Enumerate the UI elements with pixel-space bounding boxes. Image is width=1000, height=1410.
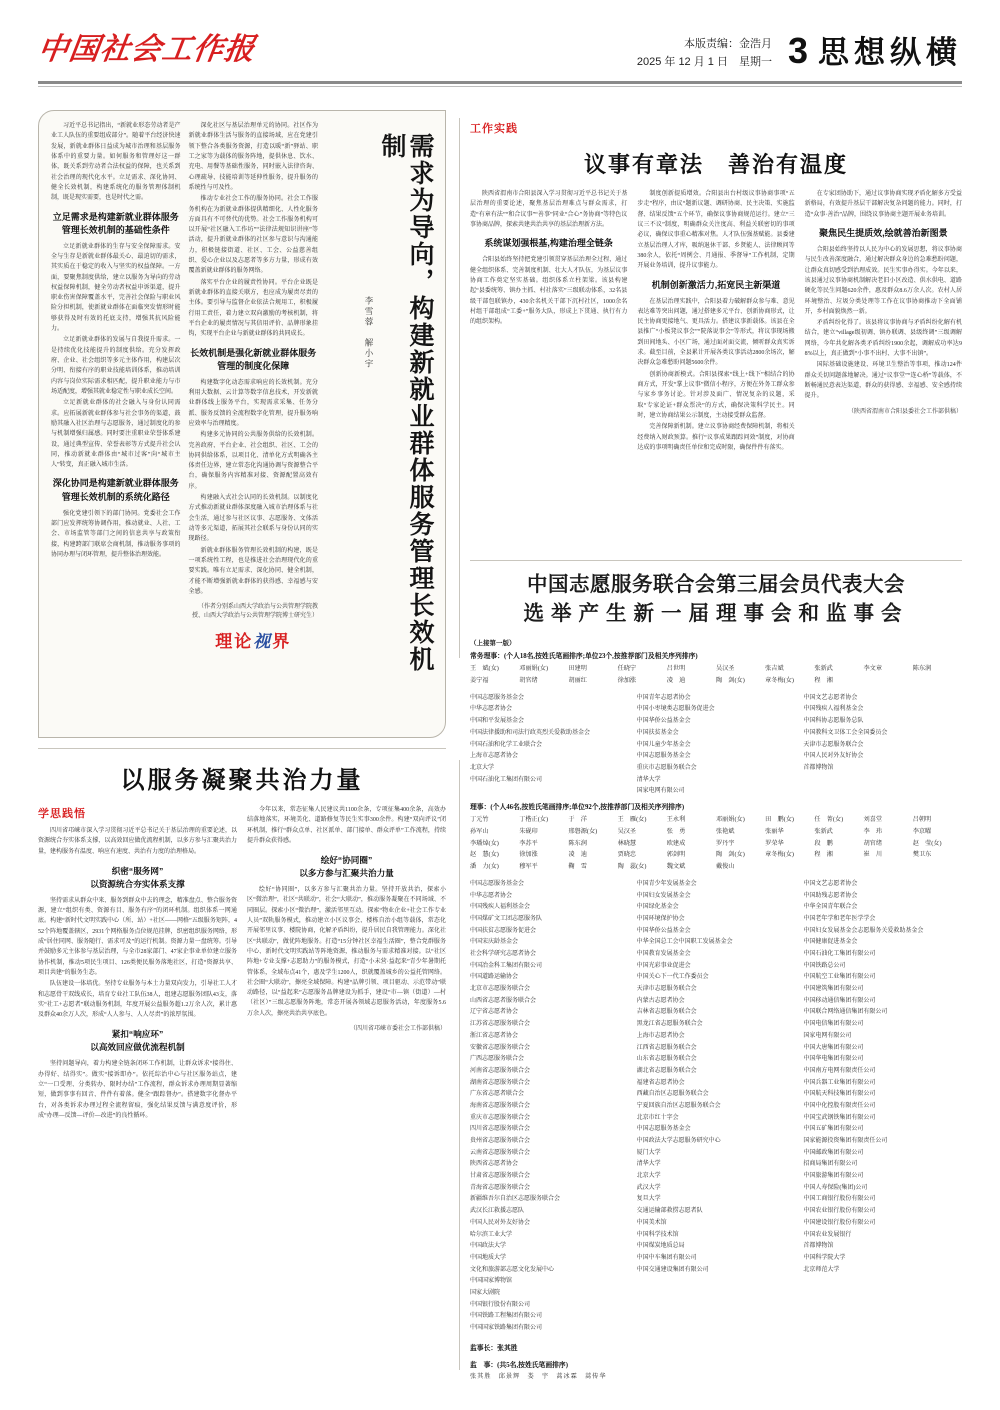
right-top-body-2: 制度创新提质增效。合阳县出台村级议事协商事项“五步走”程序，由议“题新议题、调研协商、民主决策、实施监督、结果反馈”五个环节，确保议事协商规范运行。建立“三议三不议”制度，明确群众关注度高、利益关联密切的事项必议，确保议事重心精准对焦。人才队伍强基赋能。县委建立基层治理人才库，吸纳退休干部、乡贤能人、法律顾问等380余人，依托“周例会、月通报、季督导”工作机制，定期开展业务培训，提升议事能力。: [637, 191, 795, 270]
roster-org: 浙江省志愿者协会: [470, 1032, 519, 1039]
roster-org: 武汉长江救援志愿队: [470, 1208, 525, 1215]
roster-name: 孙军山: [470, 827, 489, 835]
roster-org: 中国人民对外友好协会: [470, 1219, 531, 1226]
standing-org-columns: [470, 693, 962, 798]
continued-from: （上接第一版）: [470, 640, 516, 648]
roster-org: 中国联合网络通信集团有限公司: [803, 1009, 888, 1016]
standing-org-col-2: [637, 693, 796, 798]
roster-org: 中国环境保护协会: [636, 915, 685, 922]
roster-org: 内蒙古志愿者协会: [636, 997, 685, 1004]
roster-org: 陕西省志愿者协会: [470, 1161, 519, 1168]
theory-badge-part3: 界: [272, 632, 292, 652]
left-top-body-4: 构建数字化动态需求响应的长效机制。充分利用大数据、云计算等数字信息技术，开发新就业群体线上服务平台，实现需求采集、任务分派、服务反馈的全流程数字化管理，提升服务响应效率与治理精度。 构建多元协同的公共服务供给的长效机制。完善政府、平台企业、社会组织、社区、工会的协同供给体系，以项目化、清单化方式明确各主体责任边界，建立常态化沟通协调与资源整合平台，确保服务内容精准对接、资源配置高效有序。 构建融入式社会认同的长效机制。以制度化方式推动新就业群体深度融入城市治理体系与社会生活，通过参与社区议事、志愿服务、文体活动等多元渠道，拓展其社会联系与身份认同的实现路径。 新就业群体服务管理长效机制的构建，既是一项系统性工程，也是推进社会治理现代化的重要实践。唯有立足需求、深化协同、健全机制，才能不断增强新就业群体的获得感、幸福感与安全感。: [188, 379, 318, 595]
roster-org: 中国国家博物馆: [470, 1278, 513, 1285]
left-mid-credit: （四川省邛崃市委社会工作部供稿）: [349, 1026, 446, 1033]
roster-org: 中国道路运输协会: [470, 974, 519, 981]
roster-org: 国家电网有限公司: [636, 788, 685, 795]
left-mid-subhead-3: [247, 854, 446, 880]
left-mid-subhead-2-line1: 紧扣“响应环”: [111, 1029, 164, 1040]
roster-org: 国家能源投资集团有限责任公司: [803, 1138, 888, 1144]
roster-org: 中国银行股份有限公司: [470, 1301, 531, 1308]
roster-org: 中国煤炭地质总局: [636, 1243, 685, 1250]
roster-name: 吴汉圣: [715, 665, 735, 673]
roster-org: 中国冶金科工集团有限公司: [470, 962, 543, 969]
roster-org: 北京市志愿服务联合会: [470, 986, 531, 993]
roster-org: 中国宝武钢铁集团有限公司: [803, 1114, 876, 1121]
roster-org: 中国铁路工程集团有限公司: [470, 1313, 543, 1320]
roster-org: 中国美术馆: [636, 1219, 667, 1226]
roster-org: 重庆市志愿服务联合会: [470, 1114, 531, 1121]
roster-org: 中国志愿服务基金会: [636, 1126, 691, 1133]
roster-org: 中国光彩事业促进会: [636, 962, 691, 969]
roster-org: 中国科协志愿服务总队: [803, 718, 864, 725]
right-bottom-headline-line1: 中国志愿服务联合会第三届会员代表大会: [527, 573, 905, 596]
roster-name: 郭剑明: [666, 851, 686, 859]
left-mid-col-1: [38, 805, 237, 1122]
article-left-mid: [38, 760, 446, 1370]
roster-name: 戴俊山: [715, 863, 735, 871]
roster-org: 吉林省志愿服务联合会: [636, 1009, 697, 1016]
right-top-col-2: [637, 189, 794, 454]
left-top-body-1: 立足新就业群体的生存与安全保障需求。安全与生存是新就业群体最关心、最迫切的需求，其实质在于稳定的收入与坚实的权益保障。一方面，要聚焦制度供给，建立以服务为导向的劳动权益保障机制，健全劳动者权益申诉渠道，提升职业伤害保障覆盖水平，完善社会保险与职业风险分担机制，使新就业群体在面临突发情形时能够获得及时有效的托底支持，增强其抗风险能力。 立足新就业群体的发展与自我提升需求。一是持续优化技能提升的制度供给。充分发挥政府、企业、社会组织等多元主体作用，构建层次分明、衔接有序的职业技能培训体系，推动培训内容与岗位实际需求相匹配，提升职业能力与市场适配度，增强其就业稳定性与职业成长空间。 立足新就业群体的社会融入与身份认同需求。应拓展新就业群体参与社会事务的渠道，鼓励其融入社区治理与志愿服务，通过制度化的参与机制增强归属感。同时要注重职业荣誉体系建设，通过典型宣传、荣誉表彰等方式提升社会认同，推动新就业群体由“城市过客”向“城市主人”转变，真正融入城市生活。: [51, 243, 181, 469]
masthead-rule-thin: [38, 86, 962, 87]
theory-badge: [189, 627, 319, 652]
roster-org: 中国南方电网有限责任公司: [803, 1067, 876, 1074]
roster-org: 中国石油和化学工业联合会: [470, 741, 543, 748]
page-number: 3: [787, 30, 808, 71]
right-top-col-3: [805, 189, 962, 454]
roster-org: 中国煤矿文工团志愿服务队: [470, 915, 543, 922]
roster-org: 中国交通建设集团有限公司: [636, 1266, 709, 1273]
roster-name: 林晓慧: [617, 839, 637, 847]
roster-org: 中国扶贫志愿服务促进会: [470, 927, 537, 934]
roster-org: 河南省志愿服务联合会: [470, 1067, 531, 1074]
roster-org: 黑龙江省志愿服务联合会: [636, 1021, 703, 1028]
left-mid-subhead-3-line2: 以多方参与汇聚共治力量: [299, 868, 394, 879]
roster-org: 中国工商银行股份有限公司: [803, 1196, 876, 1203]
roster-org: 中国人民对外友好协会: [803, 753, 864, 760]
roster-org: 新疆维吾尔自治区志愿服务联合会: [470, 1196, 561, 1203]
roster-name: 李京曜: [912, 827, 932, 835]
roster-org: 中国小枣境类志愿服务促进会: [636, 706, 715, 713]
roster-org: 中国石油化工集团有限公司: [470, 776, 543, 783]
divider-vertical-main: [459, 118, 460, 658]
roster-org: 首都博物馆: [803, 1243, 834, 1250]
roster-name: 张艳斌: [715, 827, 735, 835]
roster-org: 国家电网有限公司: [803, 1032, 852, 1039]
roster-org: 中国科学院大学: [803, 1254, 846, 1261]
roster-name: 凌 迪: [666, 677, 686, 684]
article-left-top: [38, 110, 446, 738]
council-org-col-3: [803, 879, 962, 1335]
roster-name: 张吉斌: [765, 665, 784, 673]
theory-badge-part2: 视: [253, 632, 273, 652]
left-mid-headline: 以服务凝聚共治力量: [120, 768, 364, 794]
roster-org: 中国教育发展基金会: [636, 951, 691, 957]
left-top-title: 需求为导向，构建新就业群体服务管理长效机制: [378, 133, 433, 673]
newspaper-title: 中国社会工作报: [35, 33, 258, 66]
roster-org: 哈尔滨工业大学: [470, 1231, 513, 1238]
left-mid-subhead-1-line2: 以资源统合夯实体系支撑: [90, 878, 185, 889]
right-top-subhead-1: 系统谋划强根基,构建治理全链条: [484, 238, 613, 249]
roster-name: 胡丽红: [568, 677, 587, 684]
roster-org: 中国助残志愿者协会: [803, 892, 858, 899]
masthead-meta: [637, 35, 772, 72]
roster-name: 吴汉圣: [617, 827, 637, 835]
roster-org: 中国移动通信集团有限公司: [803, 997, 876, 1004]
standing-council-label: 常务理事：(个人18名,按姓氏笔画排序;单位23个,按推荐部门及相关序列排序): [470, 653, 698, 661]
roster-org: 贵州省志愿服务联合会: [470, 1138, 531, 1144]
roster-org: 中国残疾人福利基金会: [803, 706, 864, 713]
left-top-subhead-2: 深化协同是构建新就业群体服务管理长效机制的系统化路径: [52, 478, 179, 502]
roster-name: 姜宁福: [470, 677, 489, 684]
roster-org: 中国华侨公益基金会: [636, 927, 691, 934]
roster-name: 赵 莹(女): [912, 839, 942, 847]
roster-org: 中国航天科技集团有限公司: [803, 1091, 876, 1098]
roster-org: 中华志愿者协会: [470, 706, 513, 713]
roster-name: 樊卫东: [912, 851, 932, 859]
roster-org: 中国邮政集团有限公司: [803, 1149, 864, 1156]
roster-org: 首都博物馆: [803, 764, 834, 771]
roster-name: 胡官绪: [519, 677, 538, 684]
roster-org: 国家大剧院: [470, 1289, 501, 1296]
right-bottom-headline-line2: 选举产生新一届理事会和监事会: [523, 602, 909, 626]
roster-name: 陶 蕊(女): [617, 863, 647, 871]
council-org-col-1: [470, 879, 629, 1335]
roster-org: 中国建筑集团有限公司: [803, 986, 864, 993]
roster-name: 丁楷正(女): [519, 815, 549, 823]
roster-org: 中国政法大学: [470, 1243, 507, 1250]
roster-org: 中国和平发展基金会: [470, 718, 525, 725]
roster-name: 段 鹏: [814, 839, 833, 847]
roster-name: 王永利: [666, 815, 686, 823]
roster-org: 中国妇女发展基金会: [636, 892, 691, 899]
left-top-columns: [51, 121, 318, 729]
roster-org: 清华大学: [636, 1161, 661, 1168]
council-org-columns: [470, 879, 962, 1335]
roster-org: 厦门大学: [636, 1149, 661, 1156]
roster-org: 天津市志愿服务联合会: [803, 741, 864, 748]
roster-name: 丁元竹: [470, 815, 489, 823]
roster-block: [470, 638, 962, 1379]
roster-org: 清华大学: [636, 776, 661, 783]
roster-org: 云南省志愿服务联合会: [470, 1149, 531, 1156]
roster-name: 胡官绪: [863, 839, 883, 847]
council-label: 理事：(个人46名,按姓氏笔画排序;单位92个,按推荐部门及相关序列排序): [470, 803, 685, 811]
roster-org: 广西志愿服务联合会: [470, 1056, 525, 1063]
roster-org: 中国科学技术馆: [636, 1231, 679, 1238]
roster-org: 中国华电集团有限公司: [803, 1056, 864, 1063]
left-mid-subhead-2-line2: 以高效回应做优流程机制: [90, 1042, 185, 1053]
roster-org: 中国国家铁路集团有限公司: [470, 1325, 543, 1331]
roster-org: 中国人寿保险(集团)公司: [803, 1184, 868, 1191]
roster-name: 田 鹏(女): [765, 815, 794, 823]
left-mid-subhead-1: [38, 865, 237, 891]
roster-org: 中国政法大学志愿服务研究中心: [636, 1138, 721, 1144]
roster-org: 山东省志愿服务联合会: [636, 1056, 697, 1063]
left-mid-body-4: 绘好“协同圈”，以多方参与汇聚共治力量。坚持开放共治，探索小区“微治理”，社区“共联动”，社会“大联动”，推动服务凝聚在不同场域、不同圈层。探索小区“微治理”，激活邻里互动。探索“物业企业+社会工作专业人员”双轨服务模式，推动建立小区议事会、楼栋自治小组等载体，常态化开展邻里议事、楼院协商，化解矛盾纠纷，提升居民自我管理能力。深化社区“共联动”，做优阵地服务。打造“15分钟社区幸福生活圈”，整合党群服务中心、新时代文明实践站等阵地资源，推动服务与需求精准对接。以“社区阵地+专业支撑+志愿助力”的服务模式，打造“小未营·益起来”青少年暑期托管体系，全域布点41个，惠及学生1200人，织就覆盖城乡的公益托管网络。社会圈“大联动”，擦亮全域保障。构建“品牌引领、项目驱动、示范带动”联动路径，以“益起来”志愿服务品牌建设为抓手，建设“市—镇（街道）—村（社区）”三级志愿服务阵地，常态开展各领域志愿服务活动，年度服务5.6万余人次，擦亮共治共享底色。: [247, 887, 446, 1017]
roster-org: 中国地质大学: [470, 1254, 507, 1261]
left-top-subhead-3: 长效机制是强化新就业群体服务管理的制度化保障: [190, 347, 317, 371]
section-block: [788, 27, 962, 72]
roster-name: 张 勇: [666, 827, 686, 835]
roster-name: 程 湘: [814, 851, 833, 859]
left-mid-subhead-2: [38, 1028, 237, 1054]
right-top-lead: 陕西省渭南市合阳县深入学习贯彻习近平总书记关于基层治理的重要论述，聚焦基层治理难点与群众需求，打造“有章有法”“和合议事”“善事”同业“合心”务协商”等特色议事协商品牌，探索共建共治共享的基层治理新方法。: [470, 191, 628, 228]
roster-org: 中国建设银行股份有限公司: [803, 1219, 876, 1226]
left-mid-col-2: [247, 805, 446, 1122]
roster-org: 山西省志愿者服务联合会: [470, 997, 537, 1004]
divider-left-mid: [38, 748, 446, 749]
roster-org: 北京大学: [470, 764, 495, 771]
roster-name: 张新武: [814, 827, 833, 835]
left-mid-columns: [38, 805, 446, 1122]
roster-org: 社会科学研究志愿者协会: [470, 951, 537, 957]
roster-name: 王 斌(女): [470, 665, 499, 673]
roster-name: 邢磐源(女): [568, 827, 598, 835]
left-mid-body-1: 坚持需求从群众中来、服务到群众中去的理念，精准盘点、整合服务资源，建立“组织有类、资源有目、服务有序”的闭环机制。组织体系一网通底。构建“新时代文明实践中心（所、站）+社区——网格”五级服务矩阵，452个阵地覆盖辖区，2931个网格服务点位规范挂牌，织密组织服务网络，形成“居住同网、服务随行、需求可及”的运行机制。资源力量一盘统筹。引导并鼓励多元主体参与基层治理，与全市28家部门、47家企事业单位建立服务协作机制，推动5项民生项目、126类便民服务落地社区，打造“资源共享、项目共建”的服务生态。 队伍建设一体培优。坚持专业服务与本土力量双向发力，引导社工人才和志愿骨干双线成长，培育专业社工队伍38人，组建志愿服务团队43支，落实“社工+志愿者”联动服务机制，年度开展公益服务超1.2万余人次，累计惠及群众40余万人次，形成“人人参与、人人尽责”的浓厚氛围。: [38, 897, 237, 1019]
roster-org: 中国农业发展银行: [803, 1231, 852, 1238]
roster-name: 陶 剑(女): [715, 851, 745, 859]
roster-name: 吕世明: [666, 665, 686, 673]
left-mid-body-2: 坚持问题导向，着力构建全链条闭环工作机制，让群众诉求“接得住、办得好、结得实”。做实“接诉即办”。依托综治中心与社区服务站点，建立“一口受理、分类转办、限时办结”工作流程，群众诉求办理周期显著缩短，做到事事有回音、件件有着落。健全“跟踪督办”。搭建数字化督办平台，对各类诉求办理过程全流程留痕，强化结果反馈与满意度评价，形成“办理—反馈—评价—改进”的良性循环。: [38, 1061, 237, 1119]
roster-name: 于 洋: [568, 815, 587, 823]
right-top-body-4: 在专家团协助下，通过议事协商实现矛盾化解多方受益新格局，有效提升基层干部解决复杂问题的能力。同时，打造“众事·善治”品牌，围绕议事协商主题开展业务培训。: [804, 191, 962, 218]
article-right-bottom: [470, 570, 962, 1380]
roster-org: 中国大唐集团有限公司: [803, 1044, 864, 1051]
roster-name: 罗荣华: [765, 839, 784, 847]
roster-org: 上海市志愿者协会: [470, 753, 519, 760]
roster-org: 复旦大学: [636, 1196, 661, 1203]
left-mid-body-3: 今年以来，常态征集人民建议共1100余条，专项征集400余条，高效办结落地落实，环境美化、道路修复等民生实事300余件。构建“双向评议”闭环机制，推行“群众点单、社区派单、部门接单、群众评单”工作流程，持续提升群众获得感。: [247, 807, 446, 844]
roster-org: 四川省志愿服务联合会: [470, 1126, 531, 1133]
roster-org: 交通运输部救捞志愿者队: [636, 1208, 703, 1215]
roster-org: 天津市志愿服务联合会: [636, 986, 697, 993]
roster-org: 中国残疾人福利基金会: [470, 904, 531, 911]
roster-org: 中国文艺志愿者协会: [803, 694, 858, 701]
left-top-byline: （作者分别系山西大学政治与公共管理学院教授、山西大学政治与公共管理学院博士研究生）: [191, 604, 318, 620]
roster-name: 邓丽娟(女): [715, 815, 745, 823]
roster-org: 中国志愿服务基金会: [470, 694, 525, 701]
roster-name: 章冬梅(女): [765, 851, 794, 859]
roster-org: 海南省志愿服务联合会: [470, 1102, 531, 1109]
divider-right-mid: [470, 560, 962, 561]
roster-org: 招商局集团有限公司: [803, 1161, 858, 1168]
left-mid-lead: 四川省邛崃市深入学习贯彻习近平总书记关于基层治理的重要论述，以资源统合夯实体系支撑，以高效回应做优流程机制，以多方参与汇聚共治力量，建构服务有温度、响应有速度、共治有力度的治理格局。: [38, 828, 237, 855]
editor-line: 本版责编：金浩月: [683, 37, 772, 50]
roster-name: 章冬梅(女): [765, 677, 794, 684]
standing-council-names: [470, 663, 962, 687]
roster-org: 湖南省志愿服务联合会: [470, 1079, 531, 1086]
roster-org: 中国华侨公益基金会: [636, 718, 691, 725]
right-top-subhead-2: 机制创新激活力,拓宽民主新渠道: [651, 279, 781, 290]
roster-org: 文化和旅游部志愿文化发展中心: [470, 1266, 555, 1273]
roster-org: 中国电信集团有限公司: [803, 1021, 864, 1028]
roster-name: 任晓宁: [617, 665, 637, 673]
roster-org: 中国志愿服务基金会: [636, 753, 691, 760]
roster-org: 中华全国青年联合会: [803, 904, 858, 911]
roster-name: 陈东润: [912, 665, 932, 673]
roster-name: 陈东润: [568, 839, 587, 847]
supervisor-label: 监 事：(共5名,按姓氏笔画排序): [470, 1361, 568, 1369]
right-top-columns: [470, 189, 962, 454]
roster-name: 任 菁(女): [814, 815, 844, 823]
roster-org: 中国中车集团有限公司: [636, 1254, 697, 1261]
roster-org: 中国兵器工业集团有限公司: [803, 1079, 876, 1086]
roster-org: 中国绿化基金会: [636, 904, 679, 911]
roster-org: 北京大学: [636, 1173, 661, 1180]
roster-name: 刘喜堂: [863, 815, 883, 823]
roster-org: 中国航空工业集团有限公司: [803, 974, 876, 981]
roster-org: 辽宁省志愿者协会: [470, 1009, 519, 1016]
right-top-credit: （陕西省渭南市合阳县委社会工作部供稿）: [847, 408, 962, 415]
roster-name: 穆军平: [519, 863, 538, 871]
left-top-subhead-1: 立足需求是构建新就业群体服务管理长效机制的基础性条件: [52, 211, 179, 235]
roster-org: 中国儿童少年基金会: [636, 741, 691, 748]
roster-name: 张丽华: [765, 827, 784, 835]
section-name: 思想纵横: [818, 35, 962, 70]
roster-name: 邓丽娟(女): [519, 665, 549, 673]
roster-org: 中国扶贫基金会: [636, 729, 679, 736]
roster-org: 福建省志愿者协会: [636, 1079, 685, 1086]
roster-org: 中国石油化工集团有限公司: [803, 951, 876, 957]
roster-org: 中国铁路总公司: [803, 962, 846, 969]
roster-name: 王 雁(女): [617, 815, 647, 823]
roster-name: 李苏平: [519, 839, 538, 847]
roster-name: 潘 力(女): [470, 863, 499, 871]
standing-org-col-3: [803, 693, 962, 798]
roster-name: 凌 迪: [568, 851, 587, 859]
roster-org: 青海省志愿服务联合会: [470, 1184, 531, 1191]
roster-org: 中国志愿服务基金会: [470, 880, 525, 887]
left-mid-tag: 学思践悟: [38, 808, 86, 820]
supervisor-names: 张其胜 邱景辉 娄 宇 蒿冰霖 蒿传华: [470, 1372, 607, 1380]
right-top-tag: 工作实践: [470, 123, 518, 135]
right-top-body-5: 合阳县始终坚持以人民为中心的发展思想，将议事协商与民生改善深度融合，通过解决群众身边的急难愁盼问题，让群众真切感受到治理成效。民生实事办得实。今年以来，该县通过议事协商机制解决老旧小区改造、供水供电、道路硬化等民生问题620余件，惠及群众8.6万余人次。农村人居环境整治、垃圾分类处理等工作在议事协商推动下全面铺开，乡村面貌焕然一新。 矛盾纠纷化得了。该县将议事协商与矛盾纠纷化解有机结合，建立“village级初调、镇办联调、县级终调”三级调解网络，今年共化解各类矛盾纠纷1900余起，调解成功率达98%以上，真正做到“小事不出村、大事不出镇”。 国际基础设施建设、环境卫生整治等事项，推动124件群众关切问题落地解决。通过“议事堂”“连心桥”等载体，不断畅通民意表达渠道，群众的获得感、幸福感、安全感持续提升。: [804, 246, 962, 400]
roster-name: 张新武: [814, 665, 833, 673]
roster-name: 欧建成: [666, 839, 686, 847]
date-line: 2025 年 12 月 1 日 星期一: [636, 56, 772, 69]
roster-name: 魏文斌: [666, 863, 686, 871]
masthead-right: [637, 27, 962, 78]
right-top-col-1: [470, 189, 627, 454]
council-names: [470, 814, 962, 873]
left-mid-subhead-1-line1: 织密“服务网”: [111, 865, 164, 876]
roster-org: 中国旅游集团有限公司: [803, 1173, 864, 1180]
roster-name: 吕朝明: [912, 815, 932, 823]
right-bottom-headline: [470, 570, 962, 628]
roster-name: 崔 川: [863, 851, 883, 859]
roster-org: 中华志愿者协会: [470, 892, 513, 899]
roster-org: 武汉大学: [636, 1184, 661, 1191]
right-top-body-3: 在基层治理实践中，合阳县着力破解群众参与难、意见表达难等突出问题，通过搭建多元平台、创新协商形式，让民主协商更接地气、更具活力。搭建议事新载体。该县在全县推广“小板凳议事会”“院落说事会”等形式，将议事现场搬到田间地头、小区广场，通过面对面交流，倾听群众真实诉求。截至目前，全县累计开展各类议事活动2800余场次，解决群众急难愁盼问题5600余件。 创新协商新模式。合阳县探索“线上+线下”相结合的协商方式，开发“掌上议事”微信小程序，方便在外务工群众参与家乡事务讨论。针对涉及面广、情况复杂的议题，采取“专家论证+群众票决”的方式，确保决策科学民主。同时，建立协商结果公示制度，主动接受群众监督。 完善保障新机制。建立议事协商经费保障机制，将相关经费纳入财政预算。推行“议事成果跟踪问效”制度，对协商达成的事项明确责任单位和完成时限，确保件件有落实。: [637, 298, 795, 451]
roster-org: 江西省志愿服务联合会: [636, 1044, 697, 1051]
roster-org: 中国青年志愿者协会: [636, 694, 691, 701]
roster-org: 中国文艺志愿者协会: [803, 880, 858, 887]
roster-org: 中国健康促进基金会: [803, 939, 858, 946]
roster-org: 西藏自治区志愿服务联合会: [636, 1091, 709, 1098]
right-top-headline: 议事有章法 善治有温度: [583, 152, 848, 177]
article-right-top: [470, 120, 962, 550]
right-top-body-1: 合阳县始终坚持把党建引领贯穿基层治理全过程，通过健全组织体系、完善制度机制、壮大人才队伍，为基层议事协商工作奠定坚实基础。组织体系立柱架梁。该县构建起“县委统筹、镇办主抓、村社落实”三级联动体系，32名县级干部包联镇办，430余名机关干部下沉村社区，1000余名村组干部组成“工委+”服务大队，形成上下贯通、执行有力的组织架构。: [470, 257, 628, 326]
roster-org: 宁夏回族自治区志愿服务联合会: [636, 1102, 721, 1109]
roster-org: 重庆市志愿服务联合会: [636, 764, 697, 771]
standing-org-col-1: [470, 693, 629, 798]
roster-org: 中国宋庆龄基金会: [470, 939, 519, 946]
roster-org: 中国农业银行股份有限公司: [803, 1208, 876, 1215]
masthead: [35, 0, 962, 78]
left-top-body-3: 深化社区与基层治理单元的协同。社区作为新就业群体生活与服务的直接场域，应在党建引领下整合各类服务资源，打造以暖“新”驿站、职工之家等为载体的服务阵地，提供休息、饮水、充电、用餐等基础性服务，同时嵌入法律咨询、心理疏导、技能培训等延伸性服务，提升服务的系统性与可及性。 推动专业社会工作的服务协同。社会工作服务机构在为新就业群体提供精细化、人性化服务方面具有不可替代的优势。社会工作服务机构可以开展“社区融入工作坊”“法律法规知识讲座”等活动，提升新就业群体的社区参与意识与沟通能力，积极链接街道、社区、工会、公益慈善组织、爱心企业以及志愿者等多方力量，形成有效覆盖新就业群体的服务网络。 落实平台企业的履责性协同。平台企业既是新就业群体的直接关联方，也应成为履责尽责的主体。要引导与监督企业依法合规用工，积极履行用工责任，着力建立双向激励的考核机制，将平台企业的履责情况与其信用评价、品牌形象挂钩，实现平台企业与新就业群体的共同成长。: [188, 123, 318, 338]
roster-name: 贾晓忠: [617, 851, 637, 859]
roster-name: 陶 剑(女): [715, 677, 745, 684]
council-org-col-2: [637, 879, 796, 1335]
roster-org: 北京市红十字会: [636, 1114, 679, 1121]
roster-name: 程 湘: [814, 677, 833, 684]
roster-name: 鞠 雪: [568, 863, 587, 871]
left-top-col-2: [189, 121, 319, 729]
left-top-body-2: 强化党建引领下的部门协同。党委社会工作部门应发挥统筹协调作用，推动就业、人社、工会、市场监管等部门之间的信息共享与政策衔接，构建跨部门联席会商机制，推动服务事项的协同办理与闭环管理，提升整体治理效能。: [51, 510, 181, 558]
roster-org: 中国青少年发展基金会: [636, 880, 697, 887]
right-top-subhead-3: 聚焦民生提质效,绘就善治新图景: [819, 227, 948, 238]
roster-org: 北京师范大学: [803, 1266, 840, 1273]
roster-org: 中国关心下一代工作委员会: [636, 974, 709, 981]
roster-org: 中国教科文卫体工会全国委员会: [803, 729, 888, 736]
roster-org: 中国妇女发展基金会志愿服务关爱救助基金会: [803, 927, 924, 934]
roster-name: 朱砚印: [519, 827, 538, 835]
roster-org: 中华全国总工会中国职工发展基金会: [636, 939, 733, 946]
left-top-title-block: [325, 121, 433, 729]
roster-org: 上海市志愿者协会: [636, 1032, 685, 1039]
roster-name: 罗丹宇: [715, 839, 735, 847]
roster-org: 中国五矿集团有限公司: [803, 1126, 864, 1133]
supervisor-chair: 监事长：张其胜: [470, 1344, 518, 1352]
roster-org: 中国中化控股有限责任公司: [803, 1102, 876, 1109]
theory-badge-part1: 理论: [215, 632, 254, 652]
masthead-rule: [38, 81, 962, 84]
roster-name: 李璠焯(女): [470, 839, 499, 847]
roster-org: 甘肃省志愿服务联合会: [470, 1173, 531, 1180]
roster-org: 湖北省志愿服务联合会: [636, 1067, 697, 1074]
divider-vertical-lower: [459, 760, 460, 1370]
left-mid-subhead-3-line1: 绘好“协同圈”: [320, 855, 373, 866]
roster-name: 田建明: [568, 665, 587, 673]
roster-org: 中国老年学和老年医学学会: [803, 915, 876, 922]
roster-org: 中国法律援助和司法行政英烈关爱救助基金会: [470, 729, 591, 736]
roster-name: 李文章: [863, 665, 883, 673]
roster-name: 徐加涨: [617, 677, 637, 684]
roster-org: 广东省志愿者联合会: [470, 1091, 525, 1098]
roster-name: 李 玮: [863, 827, 883, 835]
left-top-col-1: [51, 121, 181, 729]
roster-name: 徐加涨: [519, 851, 538, 859]
left-top-intro: 习近平总书记指出，“新就业形态劳动者是产业工人队伍的重要组成部分”。随着平台经济快速发展，新就业群体日益成为城市治理和基层服务体系中的重要力量。如何服务和管理好这一群体，既关系到劳动者合法权益的保障，也关系到社会治理的现代化水平。立足需求、深化协同、健全长效机制，构建系统化的服务管理体制机制，既是现实需要，也是时代之需。: [51, 123, 181, 202]
roster-org: 江苏省志愿服务联合会: [470, 1021, 531, 1028]
roster-org: 安徽省志愿服务联合会: [470, 1044, 531, 1051]
roster-name: 赵 慧(女): [470, 851, 499, 859]
left-top-authors: 李雪蓉 解小宇: [364, 296, 374, 370]
